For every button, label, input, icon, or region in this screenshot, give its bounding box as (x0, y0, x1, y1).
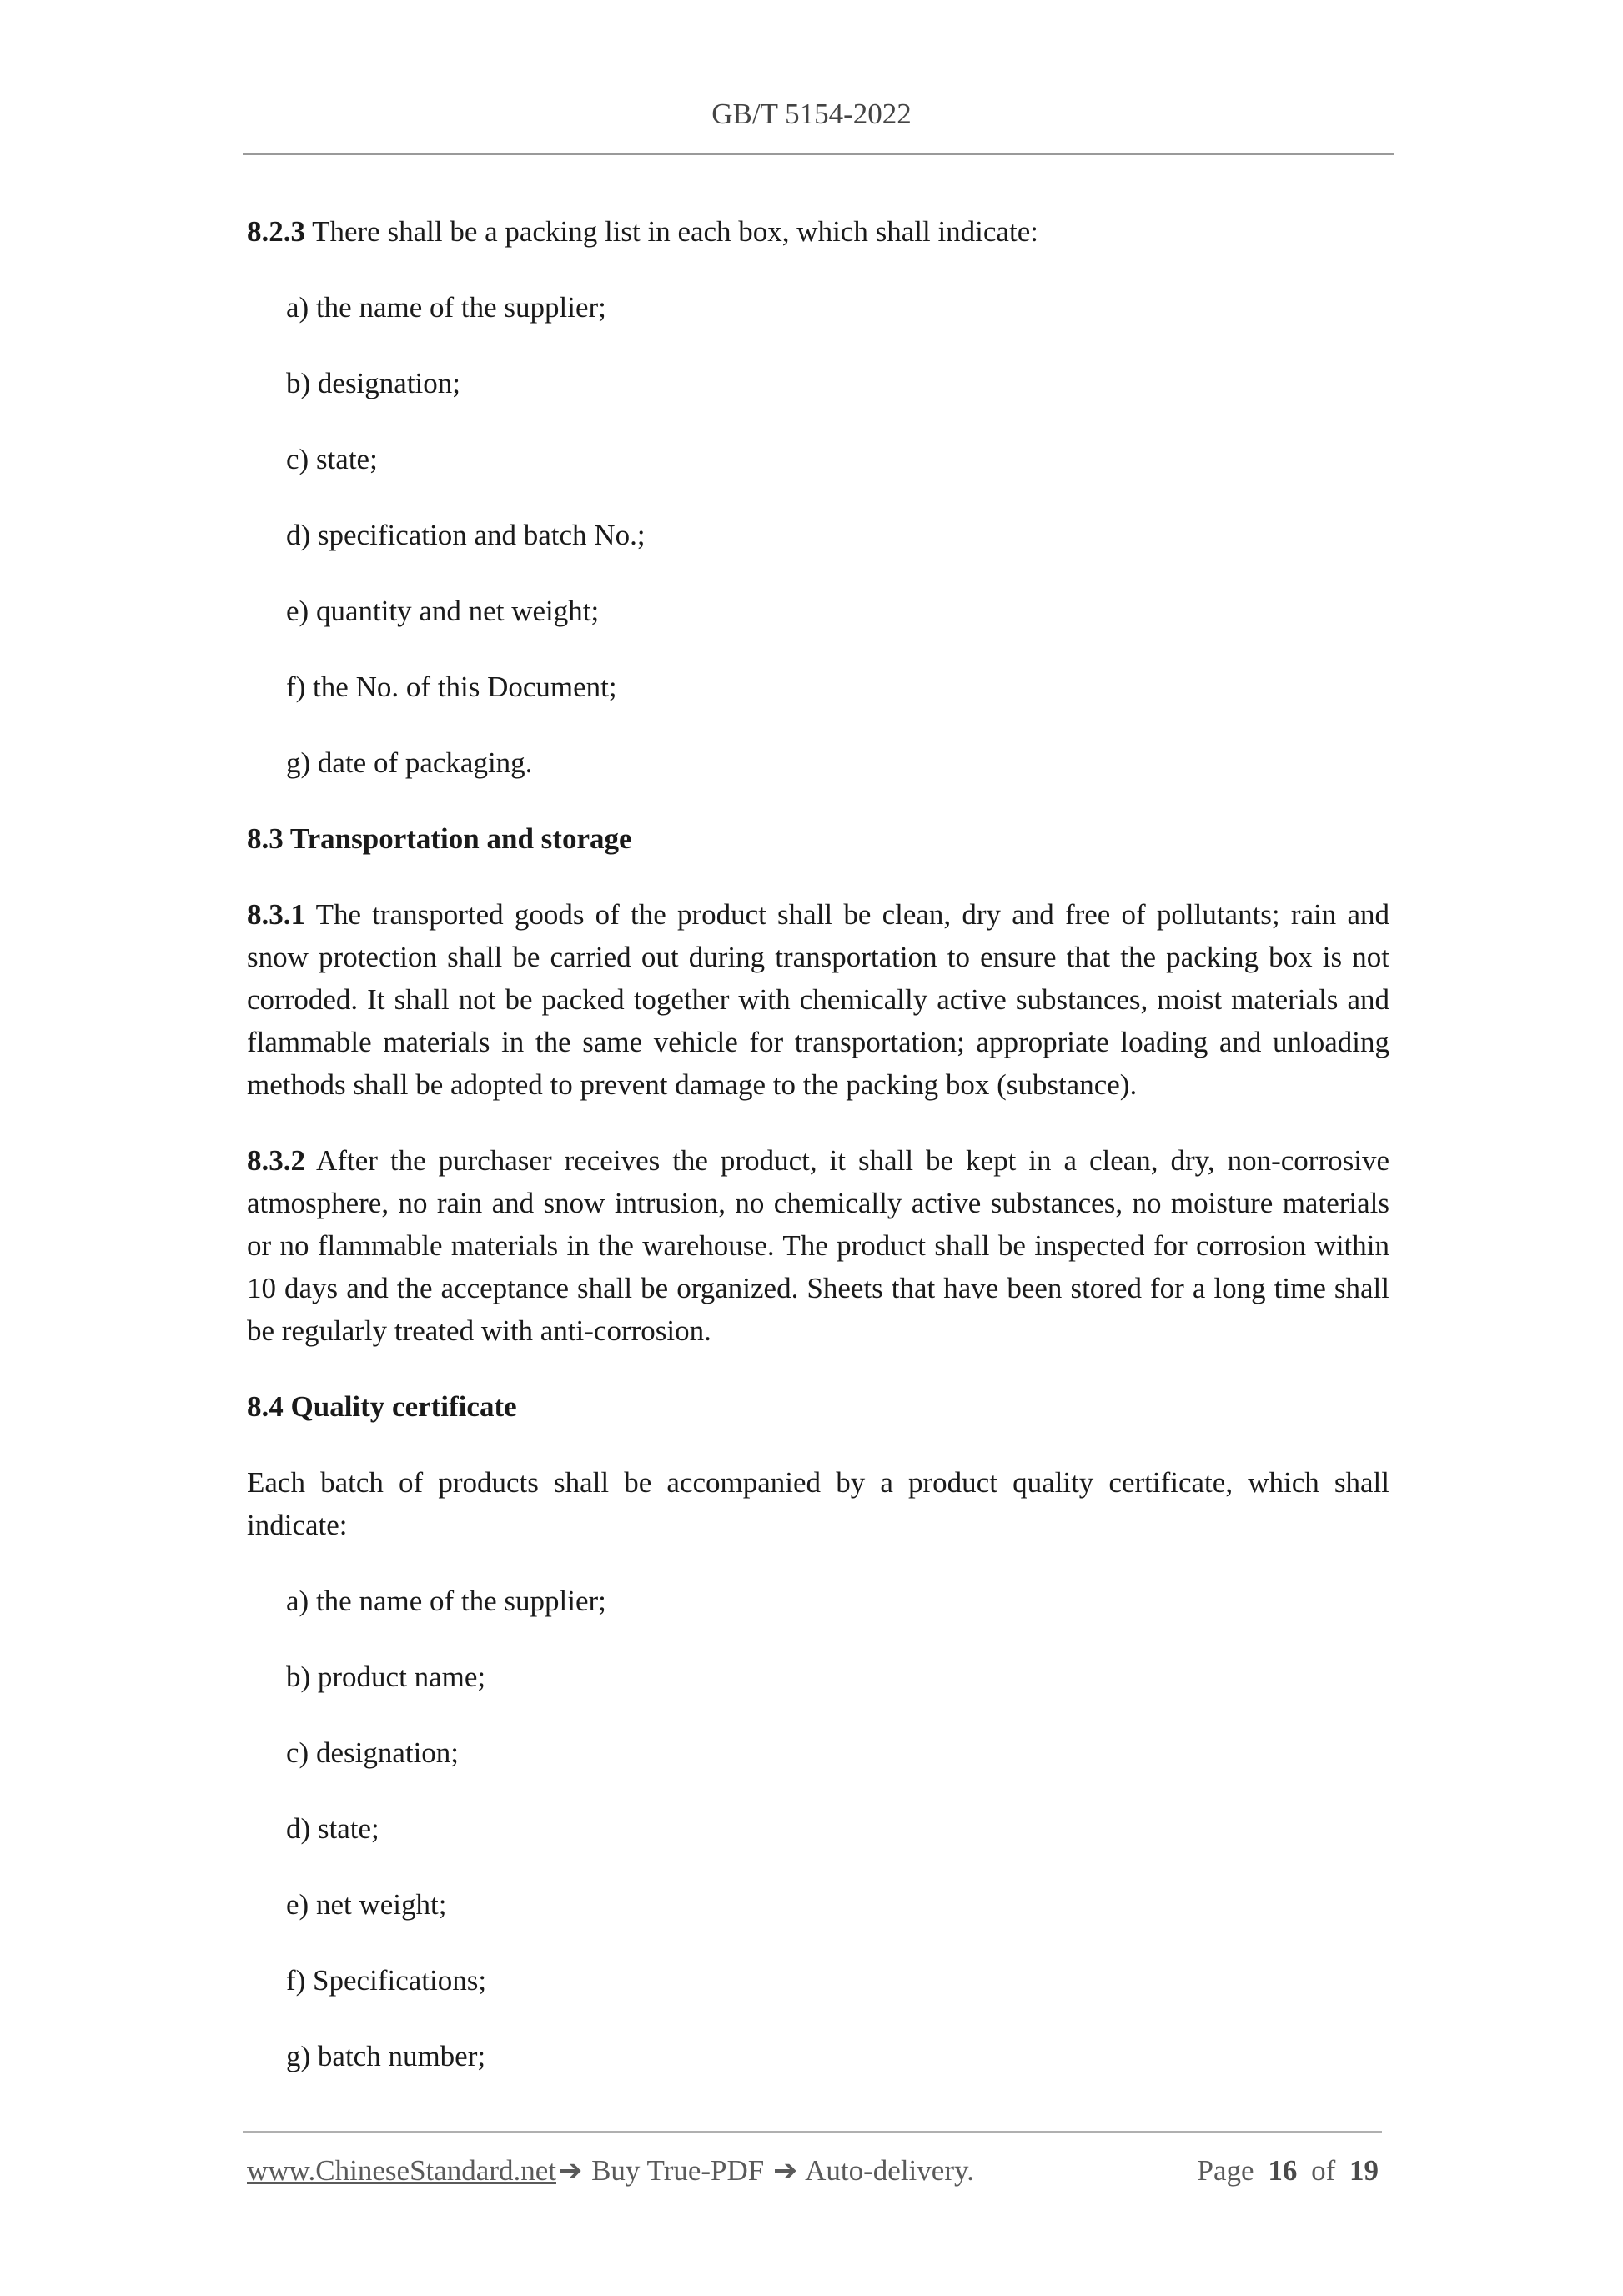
page-label: Page (1197, 2154, 1254, 2187)
clause-text: After the purchaser receives the product, it shall be kept in a clean, dry, non-corrosive atmosphere, no rain and snow intrusion, no chemically active substances, no moisture materials or no flammable materials in the warehouse. The product shall be inspected for corrosion within 10 days and the acceptance shall be organized. Sheets that have been stored for a long time shall be regularly treated with anti-corrosion. (247, 1144, 1389, 1347)
page-footer (247, 2154, 1382, 2188)
arrow-right-icon: ➔ (773, 2154, 798, 2187)
page-header-title: GB/T 5154-2022 (711, 98, 912, 130)
clause-8-3-1 (247, 893, 1389, 1106)
total-pages-number: 19 (1349, 2154, 1379, 2187)
list-item: e) net weight; (286, 1888, 447, 1921)
list-item: c) state; (286, 443, 378, 475)
clause-number: 8.3.1 (247, 898, 305, 931)
site-link[interactable]: www.ChineseStandard.net (247, 2154, 556, 2187)
list-item: d) state; (286, 1812, 379, 1845)
clause-text: There shall be a packing list in each box, which shall indicate: (305, 215, 1038, 248)
clause-8-2-3 (247, 210, 1389, 253)
clause-text: The transported goods of the product shall be clean, dry and free of pollutants; rain and snow protection shall be carried out during transportation to ensure that the packing box is not corroded. It shall not be packed together with chemically active substances, moist materials and flammable materials in the same vehicle for transportation; appropriate loading and unloading methods shall be adopted to prevent damage to the packing box (substance). (247, 898, 1389, 1101)
list-item: c) designation; (286, 1736, 460, 1769)
list-item: g) date of packaging. (286, 746, 533, 779)
section-heading-8-3: 8.3 Transportation and storage (247, 822, 632, 855)
page-indicator (1194, 2154, 1382, 2188)
clause-number: 8.3.2 (247, 1144, 305, 1177)
of-label: of (1311, 2154, 1336, 2187)
document-body (247, 210, 1389, 2111)
list-item: b) product name; (286, 1660, 486, 1693)
list-item: a) the name of the supplier; (286, 291, 606, 324)
list-item: b) designation; (286, 367, 460, 399)
header-divider (243, 153, 1394, 155)
list-item: e) quantity and net weight; (286, 595, 600, 627)
footer-delivery-text: Auto-delivery. (799, 2154, 974, 2187)
list-item: f) the No. of this Document; (286, 671, 617, 703)
list-item: d) specification and batch No.; (286, 519, 646, 551)
footer-buy-text: Buy True-PDF (584, 2154, 771, 2187)
current-page-number: 16 (1268, 2154, 1298, 2187)
list-item: g) batch number; (286, 2040, 486, 2072)
clause-number: 8.2.3 (247, 215, 305, 248)
list-item: a) the name of the supplier; (286, 1585, 606, 1617)
list-item: f) Specifications; (286, 1964, 487, 1997)
arrow-right-icon: ➔ (558, 2154, 583, 2187)
paragraph-quality-certificate: Each batch of products shall be accompanied by a product quality certificate, which shall indicate: (247, 1466, 1389, 1541)
footer-promo (247, 2154, 974, 2188)
section-heading-8-4: 8.4 Quality certificate (247, 1390, 517, 1423)
footer-divider (243, 2131, 1382, 2133)
clause-8-3-2 (247, 1139, 1389, 1352)
